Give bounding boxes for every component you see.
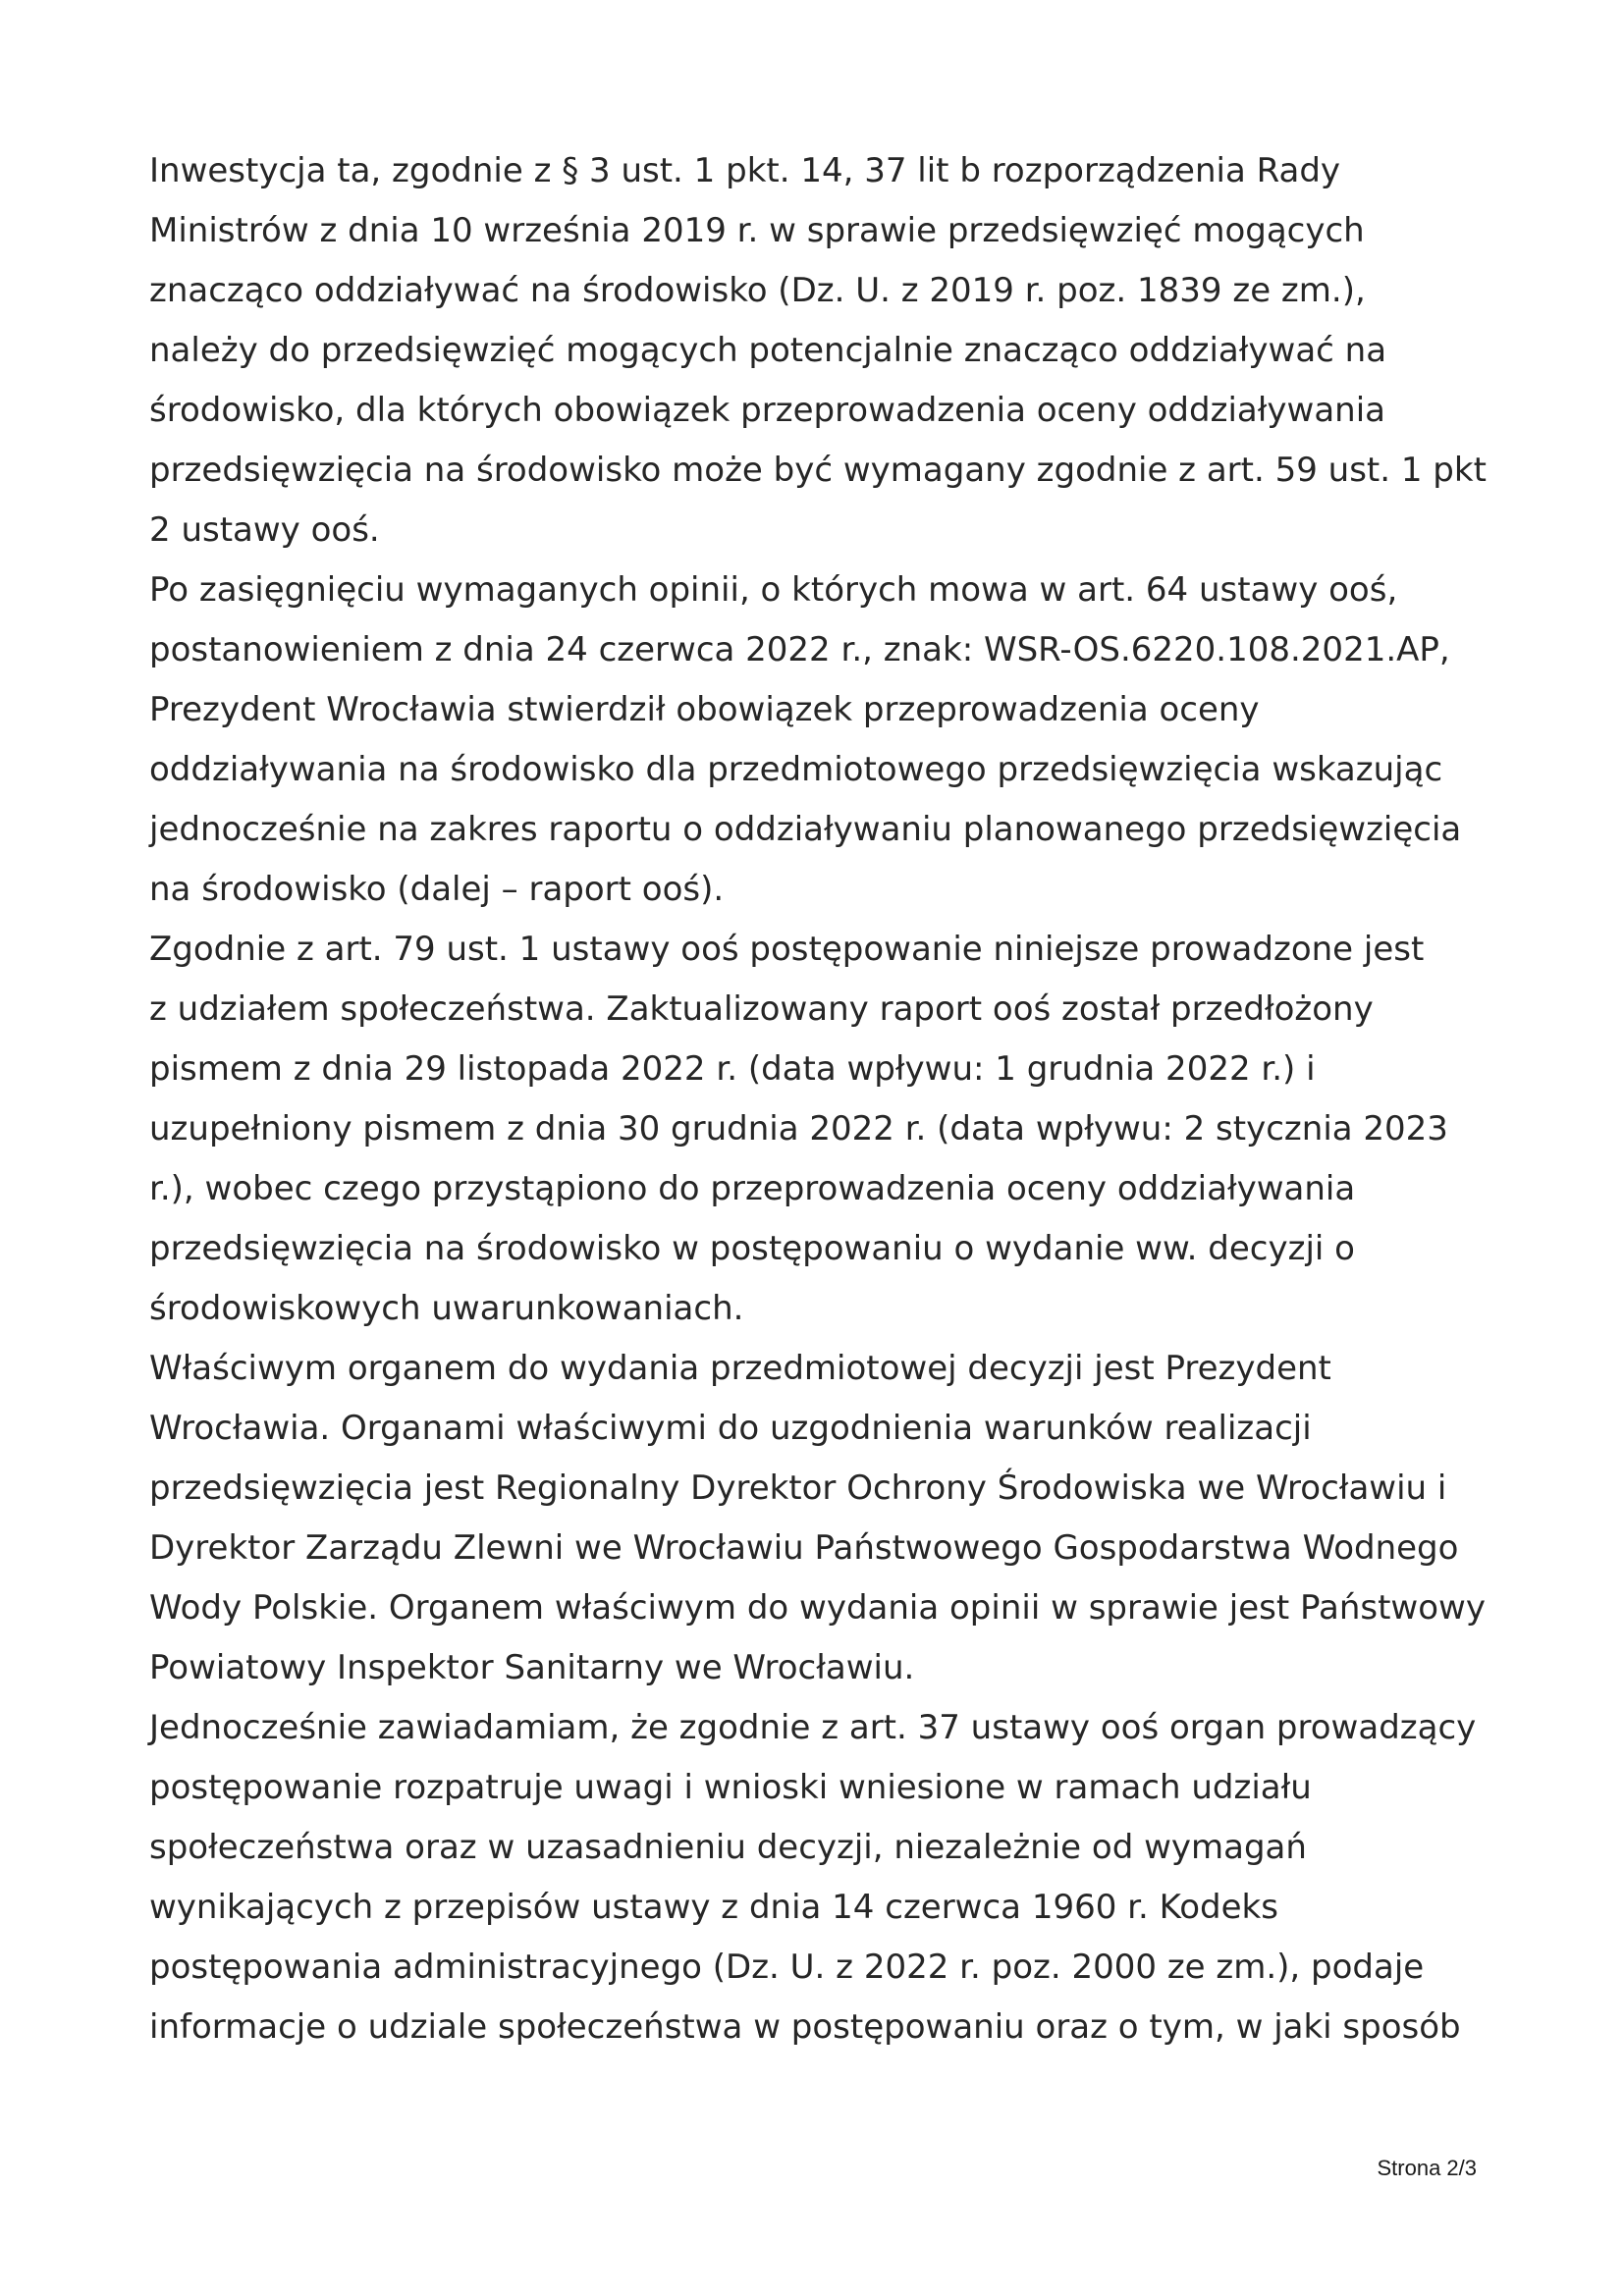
text-line: Dyrektor Zarządu Zlewni we Wrocławiu Państwowego Gospodarstwa Wodnego [149,1528,1459,1568]
text-line: znacząco oddziaływać na środowisko (Dz. U. z 2019 r. poz. 1839 ze zm.), [149,271,1366,310]
text-line: środowiskowych uwarunkowaniach. [149,1289,744,1328]
document-body [149,141,1485,2057]
text-line: uzupełniony pismem z dnia 30 grudnia 2022 r. (data wpływu: 2 stycznia 2023 [149,1109,1448,1148]
text-line: z udziałem społeczeństwa. Zaktualizowany raport ooś został przedłożony [149,989,1374,1029]
text-line: Powiatowy Inspektor Sanitarny we Wrocławiu. [149,1648,915,1687]
text-line: 2 ustawy ooś. [149,510,380,550]
text-line: Wody Polskie. Organem właściwym do wydania opinii w sprawie jest Państwowy [149,1588,1486,1628]
text-line: postępowania administracyjnego (Dz. U. z 2022 r. poz. 2000 ze zm.), podaje [149,1948,1425,1987]
text-line: Jednocześnie zawiadamiam, że zgodnie z art. 37 ustawy ooś organ prowadzący [149,1708,1477,1747]
text-line: przedsięwzięcia na środowisko w postępowaniu o wydanie ww. decyzji o [149,1229,1355,1268]
text-line: informacje o udziale społeczeństwa w postępowaniu oraz o tym, w jaki sposób [149,2007,1461,2047]
text-line: społeczeństwa oraz w uzasadnieniu decyzji, niezależnie od wymagań [149,1828,1307,1867]
text-line: jednocześnie na zakres raportu o oddziaływaniu planowanego przedsięwzięcia [149,810,1462,849]
text-line: Prezydent Wrocławia stwierdził obowiązek przeprowadzenia oceny [149,690,1260,729]
text-line: pismem z dnia 29 listopada 2022 r. (data wpływu: 1 grudnia 2022 r.) i [149,1049,1316,1089]
text-line: Ministrów z dnia 10 września 2019 r. w sprawie przedsięwzięć mogących [149,211,1365,250]
text-line: na środowisko (dalej – raport ooś). [149,870,725,909]
text-line: wynikających z przepisów ustawy z dnia 14 czerwca 1960 r. Kodeks [149,1888,1278,1927]
text-line: postępowanie rozpatruje uwagi i wnioski wniesione w ramach udziału [149,1768,1312,1807]
page-number: Strona 2/3 [1377,2156,1477,2180]
text-line: środowisko, dla których obowiązek przeprowadzenia oceny oddziaływania [149,391,1385,430]
text-line: należy do przedsięwzięć mogących potencjalnie znacząco oddziaływać na [149,331,1387,370]
text-line: przedsięwzięcia jest Regionalny Dyrektor Ochrony Środowiska we Wrocławiu i [149,1468,1447,1508]
text-line: przedsięwzięcia na środowisko może być wymagany zgodnie z art. 59 ust. 1 pkt [149,451,1487,490]
text-line: Po zasięgnięciu wymaganych opinii, o których mowa w art. 64 ustawy ooś, [149,570,1398,610]
text-line: Właściwym organem do wydania przedmiotowej decyzji jest Prezydent [149,1349,1331,1388]
text-line: Wrocławia. Organami właściwymi do uzgodnienia warunków realizacji [149,1409,1312,1448]
text-line: oddziaływania na środowisko dla przedmiotowego przedsięwzięcia wskazując [149,750,1443,789]
text-line: Inwestycja ta, zgodnie z § 3 ust. 1 pkt. 14, 37 lit b rozporządzenia Rady [149,151,1341,190]
text-line: r.), wobec czego przystąpiono do przeprowadzenia oceny oddziaływania [149,1169,1356,1208]
text-line: postanowieniem z dnia 24 czerwca 2022 r., znak: WSR-OS.6220.108.2021.AP, [149,630,1450,669]
text-line: Zgodnie z art. 79 ust. 1 ustawy ooś postępowanie niniejsze prowadzone jest [149,930,1425,969]
